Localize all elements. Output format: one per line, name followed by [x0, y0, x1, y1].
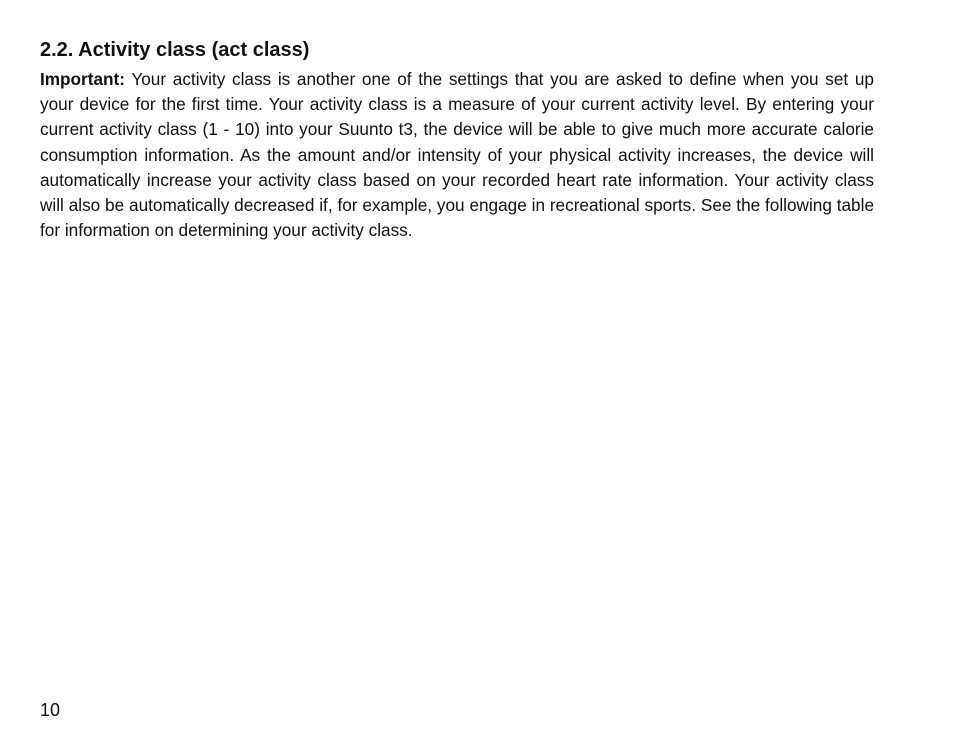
section-paragraph	[40, 67, 874, 243]
important-label: Important:	[40, 69, 125, 89]
paragraph-text: Your activity class is another one of the settings that you are asked to define when you set up your device for the first time. Your activity class is a measure of your current activity level. By entering your current activity class (1 - 10) into your Suunto t3, the device will be able to give much more accurate calorie consumption information. As the amount and/or intensity of your physical activity increases, the device will automatically increase your activity class based on your recorded heart rate information. Your activity class will also be automatically decreased if, for example, you engage in recreational sports. See the following table for information on determining your activity class.	[40, 69, 874, 241]
page-number: 10	[40, 700, 61, 720]
section-heading: 2.2. Activity class (act class)	[40, 39, 310, 61]
